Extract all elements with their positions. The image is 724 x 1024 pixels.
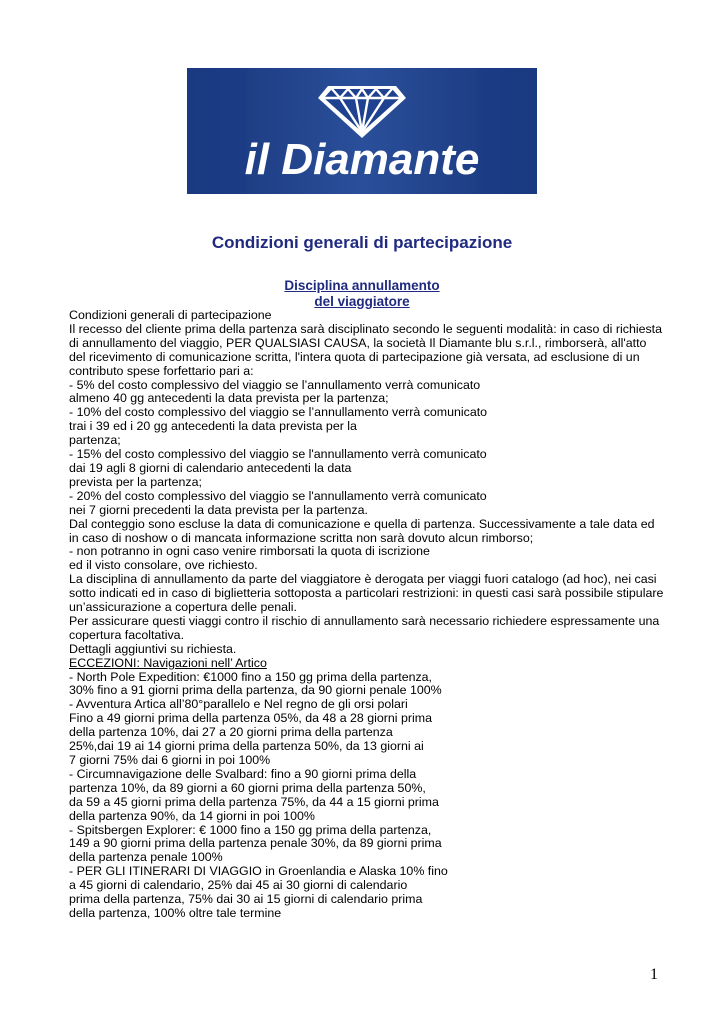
body-text-line: La disciplina di annullamento da parte del viaggiatore è derogata per viaggi fuori catalogo (ad hoc), nei casi — [69, 572, 657, 587]
body-text-line: di annullamento del viaggio, PER QUALSIASI CAUSA, la società Il Diamante blu s.r.l., rimborserà, all'atto — [69, 335, 647, 350]
body-text-line: almeno 40 gg antecedenti la data prevista per la partenza; — [69, 391, 389, 406]
body-text-line: - North Pole Expedition: €1000 fino a 150 gg prima della partenza, — [69, 669, 433, 684]
body-text-line: - non potranno in ogni caso venire rimborsati la quota di iscrizione — [69, 544, 430, 559]
body-text-line: Fino a 49 giorni prima della partenza 05%, da 48 a 28 giorni prima — [69, 711, 432, 726]
body-text-line: ECCEZIONI: Navigazioni nell’ Artico — [69, 655, 267, 670]
body-text-line: Condizioni generali di partecipazione — [69, 308, 272, 322]
body-text-line: Dal conteggio sono escluse la data di comunicazione e quella di partenza. Successivamente a tale data ed — [69, 516, 655, 531]
body-text-line: - PER GLI ITINERARI DI VIAGGIO in Groenlandia e Alaska 10% fino — [69, 864, 448, 879]
body-text-line: - Circumnavigazione delle Svalbard: fino a 90 giorni prima della — [69, 766, 417, 781]
page-title: Condizioni generali di partecipazione — [211, 233, 513, 252]
body-text-line: - 10% del costo complessivo del viaggio se l’annullamento verrà comunicato — [69, 405, 488, 420]
body-text-line: della partenza 10%, dai 27 a 20 giorni prima della partenza — [69, 725, 393, 740]
body-text-line: prevista per la partenza; — [69, 474, 202, 489]
section-subtitle — [0, 278, 724, 310]
body-text-line: partenza; — [69, 433, 121, 448]
body-text-line: - 15% del costo complessivo del viaggio se l'annullamento verrà comunicato — [69, 447, 487, 462]
logo-text: il Diamante — [244, 135, 480, 184]
document-body — [69, 309, 669, 921]
body-text-line: della partenza, 100% oltre tale termine — [69, 905, 282, 920]
body-text-line: Il recesso del cliente prima della partenza sarà disciplinato secondo le seguenti modalità: in caso di richiesta — [69, 321, 663, 336]
body-text-line: contributo spese forfettario pari a: — [69, 363, 254, 378]
body-text-line: a 45 giorni di calendario, 25% dai 45 ai 30 giorni di calendario — [69, 878, 408, 893]
body-text-line: dai 19 agli 8 giorni di calendario antecedenti la data — [69, 460, 352, 475]
body-text-line: ed il visto consolare, ove richiesto. — [69, 558, 258, 573]
body-text-line: nei 7 giorni precedenti la data prevista per la partenza. — [69, 502, 368, 517]
logo-graphic — [187, 68, 537, 194]
page-number: 1 — [650, 966, 658, 983]
body-text-line: - 20% del costo complessivo del viaggio se l'annullamento verrà comunicato — [69, 488, 487, 503]
body-text-line: Dettagli aggiuntivi su richiesta. — [69, 641, 237, 656]
body-text-line: sotto indicati ed in caso di biglietteria sottoposta a particolari restrizioni: in questi casi sarà possibile stipulare — [69, 586, 664, 601]
body-text-line: partenza 10%, da 89 giorni a 60 giorni prima della partenza 50%, — [69, 780, 426, 795]
body-text-line: Per assicurare questi viaggi contro il rischio di annullamento sarà necessario richiedere espressamente una — [69, 613, 660, 628]
body-text-line: - 5% del costo complessivo del viaggio se l’annullamento verrà comunicato — [69, 377, 481, 392]
body-text-line: in caso di noshow o di mancata informazione scritta non sarà dovuto alcun rimborso; — [69, 530, 534, 545]
body-text-line: - Avventura Artica all’80°parallelo e Nel regno de gli orsi polari — [69, 697, 408, 712]
body-text-line: 7 giorni 75% dai 6 giorni in poi 100% — [69, 753, 271, 767]
body-text-line: del ricevimento di comunicazione scritta, l'intera quota di partecipazione già versata, ad esclusione di un — [69, 349, 640, 364]
body-text-line: da 59 a 45 giorni prima della partenza 75%, da 44 a 15 giorni prima — [69, 794, 439, 809]
subtitle-line: Disciplina annullamento — [284, 278, 440, 293]
body-text-line: 149 a 90 giorni prima della partenza penale 30%, da 89 giorni prima — [69, 836, 442, 851]
body-text-line: prima della partenza, 75% dai 30 ai 15 giorni di calendario prima — [69, 892, 423, 907]
body-text-line: - Spitsbergen Explorer: € 1000 fino a 150 gg prima della partenza, — [69, 822, 432, 837]
body-text-line: trai i 39 ed i 20 gg antecedenti la data prevista per la — [69, 419, 357, 434]
body-text-line: della partenza 90%, da 14 giorni in poi 100% — [69, 808, 315, 823]
body-text-line: della partenza penale 100% — [69, 850, 223, 865]
body-text-line: copertura facoltativa. — [69, 627, 185, 642]
subtitle-line: del viaggiatore — [314, 294, 410, 309]
company-logo — [187, 68, 537, 194]
body-text-line: 25%,dai 19 ai 14 giorni prima della partenza 50%, da 13 giorni ai — [69, 739, 424, 754]
body-text-line: 30% fino a 91 giorni prima della partenza, da 90 giorni penale 100% — [69, 683, 442, 698]
body-text-line: un’assicurazione a copertura delle penali. — [69, 600, 297, 615]
